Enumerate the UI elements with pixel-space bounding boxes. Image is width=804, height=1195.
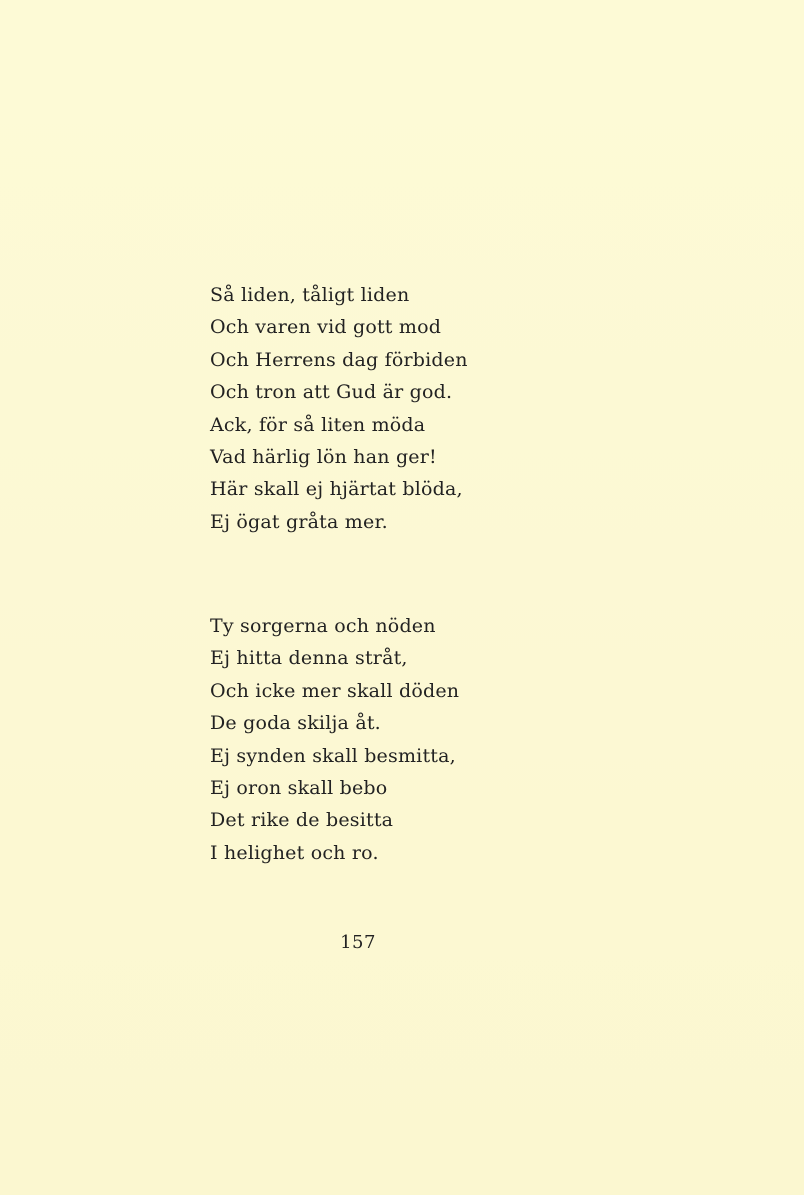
stanza-2	[210, 610, 459, 869]
verse-line: Och Herrens dag förbiden	[210, 348, 468, 371]
stanza-1	[210, 279, 468, 538]
verse-line: Och icke mer skall döden	[210, 679, 460, 702]
verse-line: Ej oron skall bebo	[210, 776, 388, 799]
verse-line: Så liden, tåligt liden	[210, 284, 410, 306]
verse-line: Ej hitta denna stråt,	[210, 647, 408, 670]
verse-line: Och tron att Gud är god.	[210, 381, 453, 404]
verse-line: Och varen vid gott mod	[210, 316, 442, 339]
verse-line: De goda skilja åt.	[210, 712, 381, 735]
verse-line: Ej synden skall besmitta,	[210, 744, 456, 767]
verse-line: Det rike de besitta	[210, 809, 394, 832]
verse-line: Vad härlig lön han ger!	[210, 445, 437, 468]
verse-line: I helighet och ro.	[210, 841, 379, 864]
verse-line: Ty sorgerna och nöden	[210, 615, 436, 637]
page-number	[0, 928, 804, 958]
page-number-text: 157	[340, 932, 376, 953]
verse-line: Här skall ej hjärtat blöda,	[210, 478, 463, 501]
verse-line: Ack, för så liten möda	[210, 413, 426, 436]
verse-line: Ej ögat gråta mer.	[210, 510, 388, 533]
